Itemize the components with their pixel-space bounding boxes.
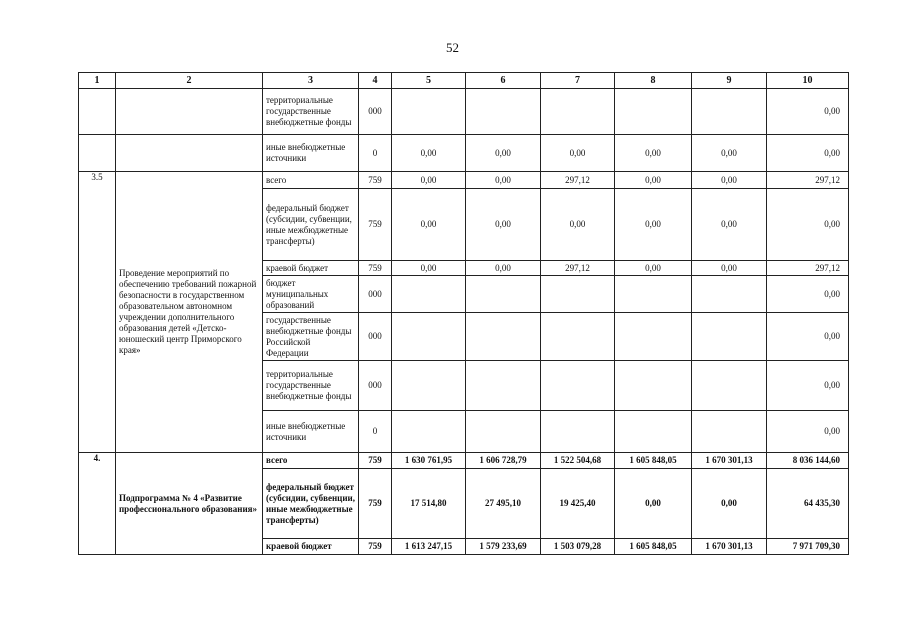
funding-source: краевой бюджет <box>263 539 359 555</box>
value-cell <box>692 276 767 313</box>
value-cell: 0,00 <box>541 135 615 172</box>
value-cell: 0,00 <box>615 261 692 276</box>
code-cell: 759 <box>359 189 392 261</box>
code-cell: 759 <box>359 539 392 555</box>
value-cell <box>392 276 466 313</box>
funding-source: всего <box>263 172 359 189</box>
item-name: Проведение мероприятий по обеспечению требований пожарной безопасности в государственном образовательном автономном учреждении дополнительного образования детей «Детско-юношеский центр Приморского края» <box>116 172 263 453</box>
col-header: 5 <box>392 73 466 89</box>
value-cell <box>392 313 466 361</box>
code-cell: 0 <box>359 411 392 453</box>
value-cell: 0,00 <box>392 261 466 276</box>
budget-table <box>78 72 849 555</box>
col-header: 3 <box>263 73 359 89</box>
funding-source: иные внебюджетные источники <box>263 135 359 172</box>
code-cell: 759 <box>359 469 392 539</box>
value-cell <box>692 89 767 135</box>
value-cell <box>392 411 466 453</box>
col-header: 10 <box>767 73 849 89</box>
value-cell <box>392 361 466 411</box>
value-cell <box>615 89 692 135</box>
item-number-cell <box>79 89 116 135</box>
value-cell <box>541 276 615 313</box>
total-cell: 0,00 <box>767 313 849 361</box>
value-cell: 0,00 <box>466 172 541 189</box>
code-cell: 759 <box>359 261 392 276</box>
table-row <box>79 89 849 135</box>
col-header: 7 <box>541 73 615 89</box>
col-header: 1 <box>79 73 116 89</box>
value-cell: 0,00 <box>466 189 541 261</box>
funding-source: территориальные государственные внебюджетные фонды <box>263 89 359 135</box>
value-cell <box>615 276 692 313</box>
code-cell: 000 <box>359 276 392 313</box>
total-cell: 297,12 <box>767 172 849 189</box>
table-row <box>79 172 849 189</box>
value-cell: 0,00 <box>615 135 692 172</box>
value-cell: 0,00 <box>466 135 541 172</box>
value-cell: 1 670 301,13 <box>692 453 767 469</box>
value-cell: 1 670 301,13 <box>692 539 767 555</box>
value-cell <box>615 411 692 453</box>
value-cell: 0,00 <box>541 189 615 261</box>
value-cell <box>466 276 541 313</box>
value-cell: 297,12 <box>541 261 615 276</box>
value-cell: 0,00 <box>692 135 767 172</box>
code-cell: 000 <box>359 361 392 411</box>
value-cell: 0,00 <box>615 469 692 539</box>
value-cell: 17 514,80 <box>392 469 466 539</box>
value-cell: 1 630 761,95 <box>392 453 466 469</box>
funding-source: федеральный бюджет (субсидии, субвенции, иные межбюджетные трансферты) <box>263 189 359 261</box>
value-cell <box>466 313 541 361</box>
total-cell: 0,00 <box>767 411 849 453</box>
item-number: 3.5 <box>79 172 116 453</box>
item-name: Подпрограмма № 4 «Развитие профессионального образования» <box>116 453 263 555</box>
total-cell: 297,12 <box>767 261 849 276</box>
value-cell: 0,00 <box>615 172 692 189</box>
value-cell: 0,00 <box>692 261 767 276</box>
value-cell: 1 503 079,28 <box>541 539 615 555</box>
value-cell <box>541 313 615 361</box>
value-cell: 0,00 <box>692 172 767 189</box>
item-number: 4. <box>79 453 116 555</box>
funding-source: всего <box>263 453 359 469</box>
code-cell: 759 <box>359 453 392 469</box>
code-cell: 000 <box>359 313 392 361</box>
value-cell: 1 522 504,68 <box>541 453 615 469</box>
value-cell: 0,00 <box>615 189 692 261</box>
value-cell: 19 425,40 <box>541 469 615 539</box>
funding-source: государственные внебюджетные фонды Российской Федерации <box>263 313 359 361</box>
total-cell: 0,00 <box>767 135 849 172</box>
item-number-cell <box>79 135 116 172</box>
value-cell: 297,12 <box>541 172 615 189</box>
total-cell: 0,00 <box>767 189 849 261</box>
value-cell: 0,00 <box>392 172 466 189</box>
col-header: 2 <box>116 73 263 89</box>
col-header: 9 <box>692 73 767 89</box>
value-cell <box>692 361 767 411</box>
code-cell: 0 <box>359 135 392 172</box>
value-cell <box>541 89 615 135</box>
value-cell: 0,00 <box>692 189 767 261</box>
table-row <box>79 453 849 469</box>
total-cell: 8 036 144,60 <box>767 453 849 469</box>
total-cell: 0,00 <box>767 361 849 411</box>
value-cell <box>392 89 466 135</box>
value-cell: 0,00 <box>692 469 767 539</box>
value-cell: 1 613 247,15 <box>392 539 466 555</box>
page-number: 52 <box>446 40 459 55</box>
value-cell: 1 606 728,79 <box>466 453 541 469</box>
total-cell: 64 435,30 <box>767 469 849 539</box>
value-cell <box>541 361 615 411</box>
item-name-cell <box>116 89 263 135</box>
value-cell <box>466 411 541 453</box>
value-cell: 1 605 848,05 <box>615 539 692 555</box>
value-cell: 0,00 <box>392 135 466 172</box>
col-header: 4 <box>359 73 392 89</box>
value-cell <box>541 411 615 453</box>
item-name-cell <box>116 135 263 172</box>
value-cell: 1 579 233,69 <box>466 539 541 555</box>
funding-source: федеральный бюджет (субсидии, субвенции, иные межбюджетные трансферты) <box>263 469 359 539</box>
code-cell: 759 <box>359 172 392 189</box>
code-cell: 000 <box>359 89 392 135</box>
funding-source: территориальные государственные внебюджетные фонды <box>263 361 359 411</box>
value-cell <box>692 313 767 361</box>
value-cell <box>692 411 767 453</box>
table-row <box>79 135 849 172</box>
value-cell: 1 605 848,05 <box>615 453 692 469</box>
value-cell <box>466 89 541 135</box>
total-cell: 0,00 <box>767 89 849 135</box>
funding-source: бюджет муниципальных образований <box>263 276 359 313</box>
total-cell: 7 971 709,30 <box>767 539 849 555</box>
value-cell <box>466 361 541 411</box>
funding-source: краевой бюджет <box>263 261 359 276</box>
header-row <box>79 73 849 89</box>
value-cell <box>615 313 692 361</box>
col-header: 6 <box>466 73 541 89</box>
value-cell <box>615 361 692 411</box>
funding-source: иные внебюджетные источники <box>263 411 359 453</box>
value-cell: 0,00 <box>466 261 541 276</box>
col-header: 8 <box>615 73 692 89</box>
total-cell: 0,00 <box>767 276 849 313</box>
value-cell: 27 495,10 <box>466 469 541 539</box>
value-cell: 0,00 <box>392 189 466 261</box>
